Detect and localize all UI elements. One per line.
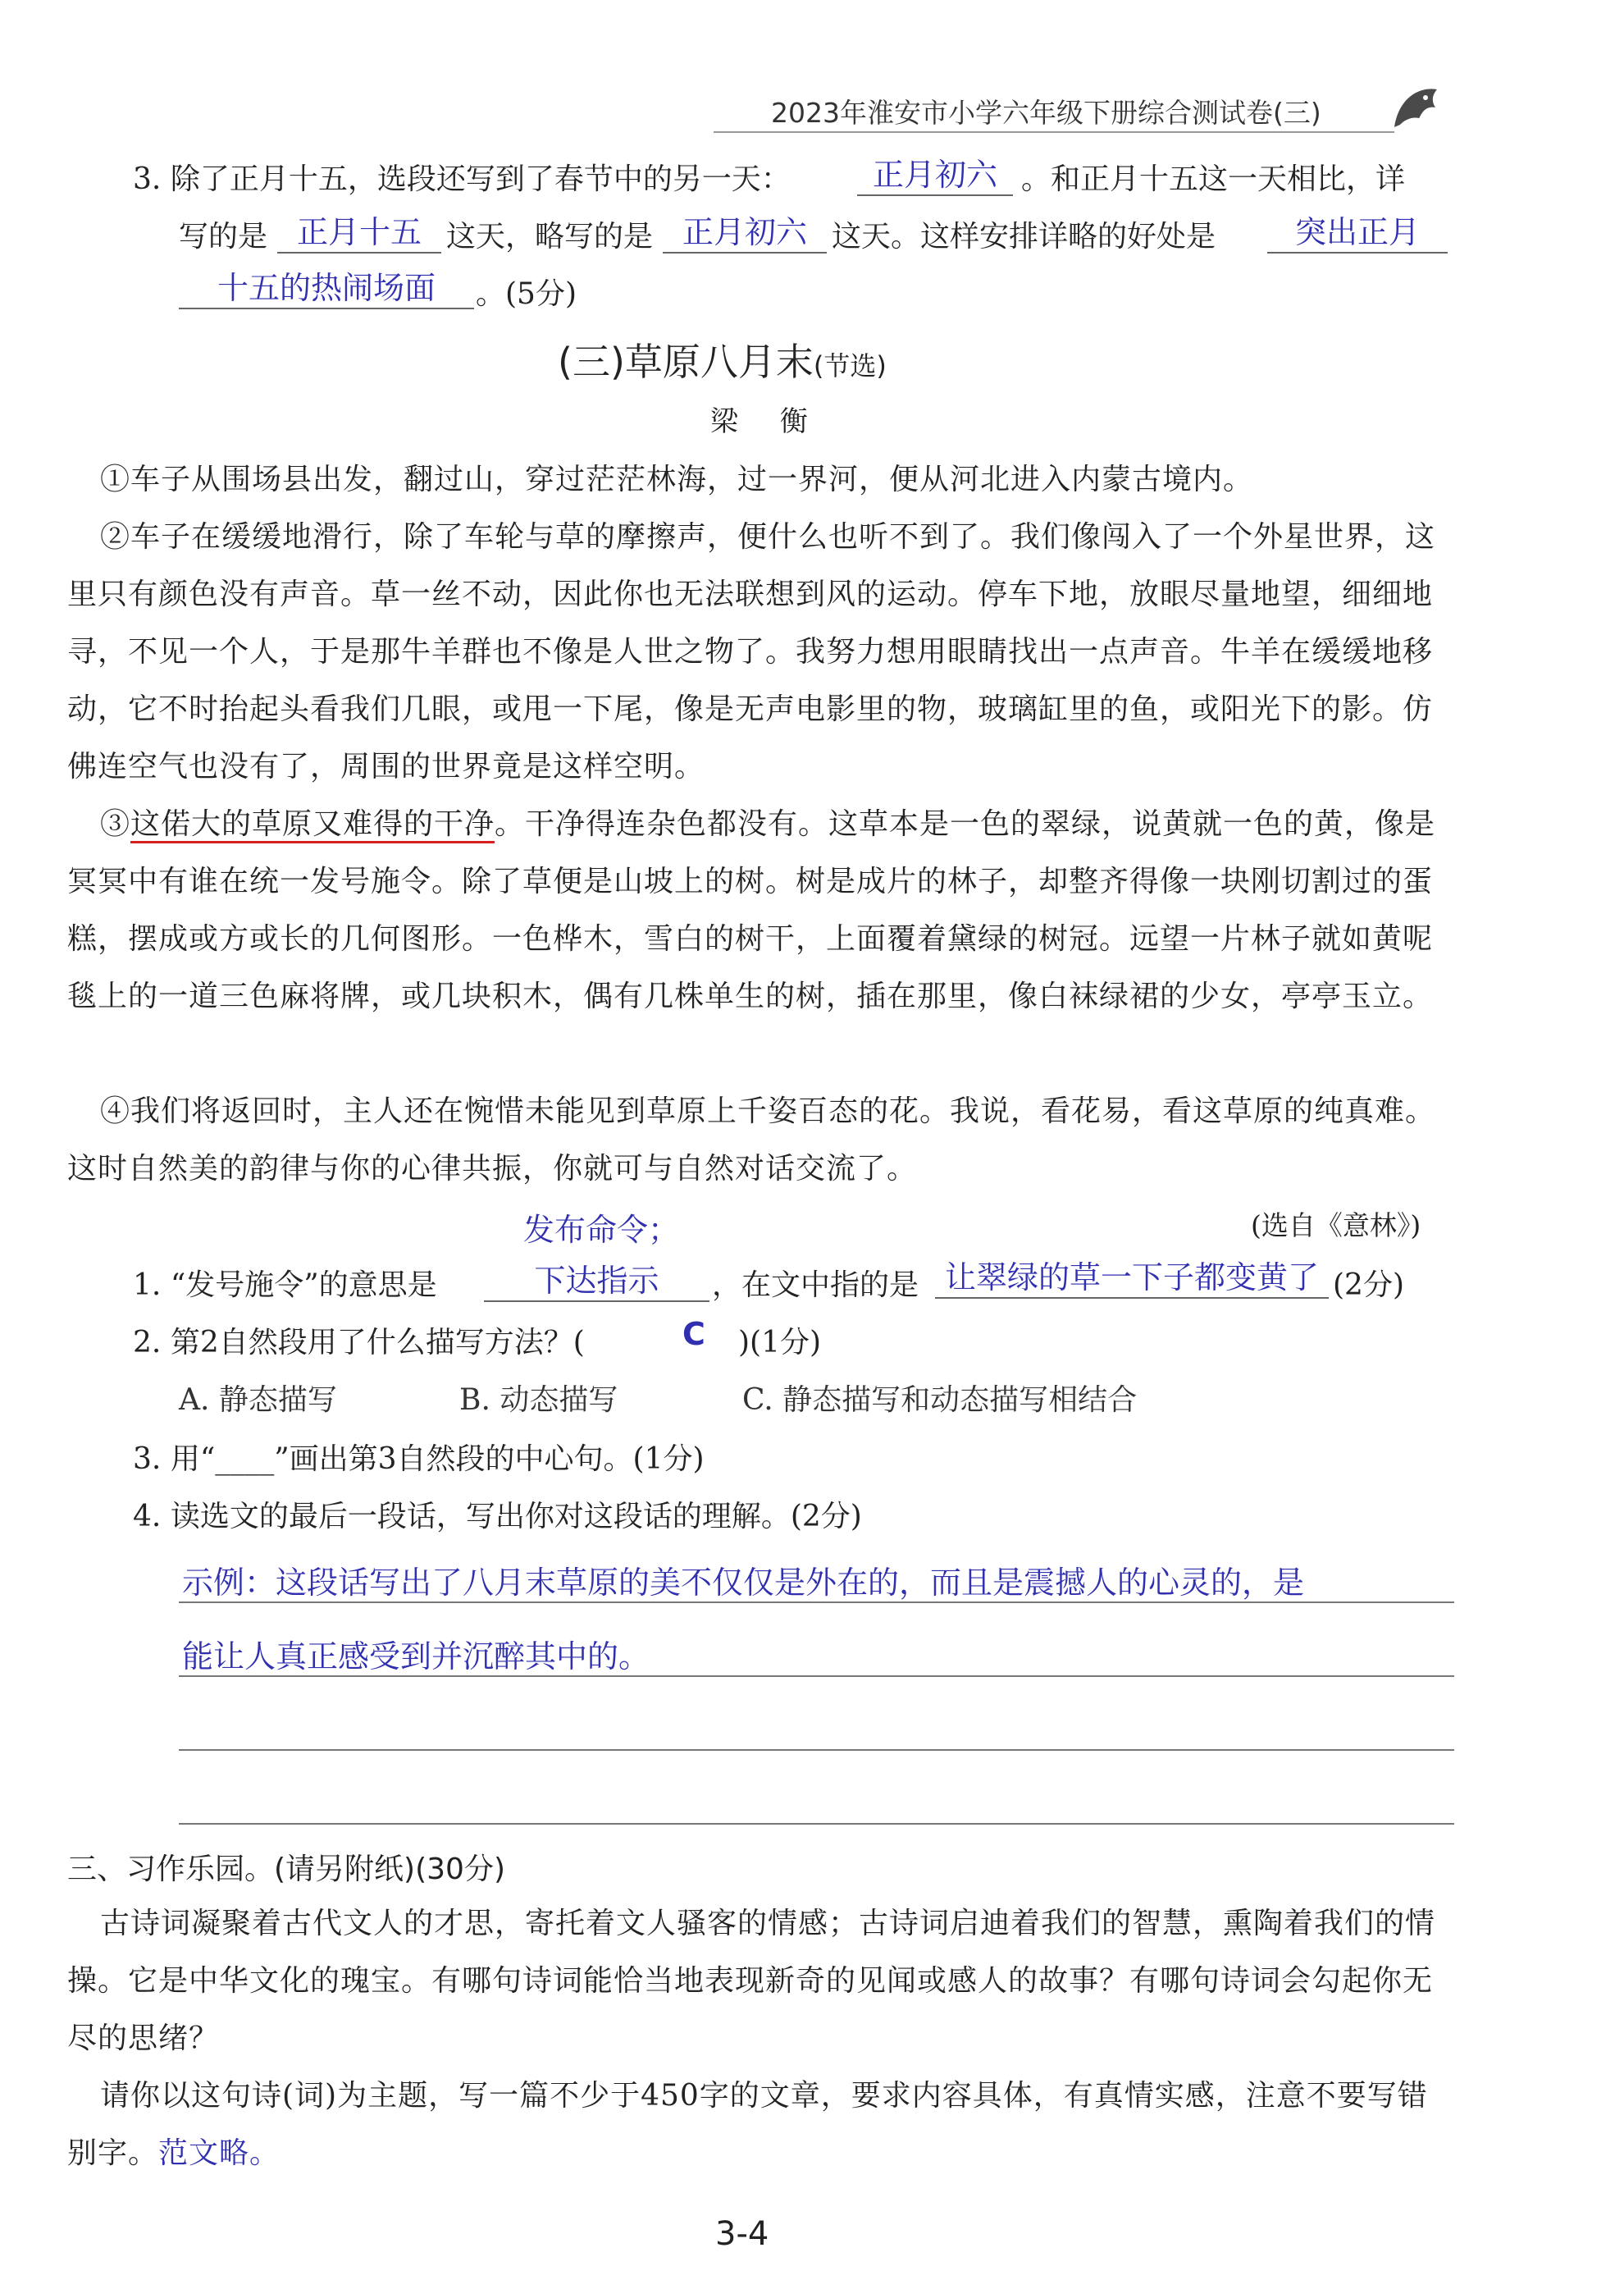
q2-points: )(1分) <box>738 1326 822 1359</box>
q1-answer-meaning[interactable]: 下达指示 <box>484 1255 709 1302</box>
central-sentence[interactable]: 这偌大的草原又难得的干净 <box>130 807 495 843</box>
q2-answer[interactable]: C <box>682 1316 705 1352</box>
answer-line-1 <box>179 1601 1454 1603</box>
dolphin-logo-icon <box>1386 78 1444 139</box>
answer-blank-2[interactable]: 正月十五 <box>277 207 441 254</box>
prev-q3-text3: 写的是 <box>179 220 268 254</box>
q1-text2: ，在文中指的是 <box>712 1268 919 1302</box>
handwritten-note: 发布命令； <box>523 1212 680 1248</box>
q3-line: 3. 用“____”画出第3自然段的中心句。(1分) <box>133 1442 705 1476</box>
answer-blank-4[interactable]: 突出正月 <box>1267 207 1448 254</box>
q2-option-a[interactable]: A. 静态描写 <box>179 1383 337 1417</box>
q4-answer-line1[interactable]: 示例：这段话写出了八月末草原的美不仅仅是外在的，而且是震撼人的心灵的，是 <box>182 1565 1305 1601</box>
q2-option-c[interactable]: C. 静态描写和动态描写相结合 <box>742 1383 1138 1417</box>
q1-answer-context[interactable]: 让翠绿的草一下子都变黄了 <box>935 1252 1329 1299</box>
passage-source: (选自《意林》) <box>1251 1209 1421 1241</box>
paragraph-4: ④我们将返回时，主人还在惋惜未能见到草原上千姿百态的花。我说，看花易，看这草原的纯真难。这时自然美的韵律与你的心律共振，你就可与自然对话交流了。 <box>67 1094 1436 1186</box>
prev-q3-number: 3. <box>133 162 162 196</box>
prev-q3-text1: 除了正月十五，选段还写到了春节中的另一天： <box>170 162 791 196</box>
answer-line-3 <box>179 1749 1454 1751</box>
q4-line: 4. 读选文的最后一段话，写出你对这段话的理解。(2分) <box>133 1500 862 1533</box>
q1-line: 1. “发号施令”的意思是 <box>133 1268 437 1302</box>
q4-answer-line2[interactable]: 能让人真正感受到并沉醉其中的。 <box>182 1638 650 1674</box>
answer-blank-1[interactable]: 正月初六 <box>857 149 1013 196</box>
prev-q3-text5: 这天。这样安排详略的好处是 <box>832 220 1216 254</box>
paragraph-3: ③这偌大的草原又难得的干净。干净得连杂色都没有。这草本是一色的翠绿，说黄就一色的黄，像是冥冥中有谁在统一发号施令。除了草便是山坡上的树。树是成片的林子，却整齐得像一块刚切割过的蛋糕，摆成或方或长的几何图形。一色桦木，雪白的树干，上面覆着黛绿的树冠。远望一片林子就如黄呢毯上的一道三色麻将牌，或几块积木，偶有几株单生的树，插在那里，像白袜绿裙的少女，亭亭玉立。 <box>67 807 1436 1013</box>
q2-line: 2. 第2自然段用了什么描写方法？( <box>133 1326 585 1359</box>
writing-paragraph-2: 请你以这句诗(词)为主题，写一篇不少于450字的文章，要求内容具体，有真情实感，注意不要写错别字。范文略。 <box>67 2079 1428 2170</box>
paragraph-1: ①车子从围场县出发，翻过山，穿过茫茫林海，过一界河，便从河北进入内蒙古境内。 <box>100 463 1254 496</box>
paragraph-2: ②车子在缓缓地滑行，除了车轮与草的摩擦声，便什么也听不到了。我们像闯入了一个外星世界，这里只有颜色没有声音。草一丝不动，因此你也无法联想到风的运动。停车下地，放眼尽量地望，细细地寻，不见一个人，于是那牛羊群也不像是人世之物了。我努力想用眼睛找出一点声音。牛羊在缓缓地移动，它不时抬起头看我们几眼，或甩一下尾，像是无声电影里的物，玻璃缸里的鱼，或阳光下的影。仿佛连空气也没有了，周围的世界竟是这样空明。 <box>67 520 1436 784</box>
writing-section-title: 三、习作乐园。(请另附纸)(30分) <box>67 1853 505 1886</box>
page-number: 3-4 <box>715 2215 769 2253</box>
q1-points: (2分) <box>1333 1268 1404 1302</box>
prev-q3-line1 <box>133 156 791 198</box>
q2-option-b[interactable]: B. 动态描写 <box>459 1383 618 1417</box>
prev-q3-text2: 。和正月十五这一天相比，详 <box>1021 162 1406 196</box>
writing-answer: 范文略。 <box>158 2136 281 2170</box>
header-title: 2023年淮安市小学六年级下册综合测试卷(三) <box>771 97 1321 129</box>
prev-q3-text4: 这天，略写的是 <box>446 220 654 254</box>
answer-blank-3[interactable]: 正月初六 <box>663 207 827 254</box>
header-rule <box>714 131 1394 133</box>
answer-blank-5[interactable]: 十五的热闹场面 <box>179 263 474 309</box>
prev-q3-points: 。(5分) <box>476 277 577 311</box>
author: 梁 衡 <box>710 405 824 438</box>
answer-line-2 <box>179 1675 1454 1677</box>
writing-paragraph-1: 古诗词凝聚着古代文人的才思，寄托着文人骚客的情感；古诗词启迪着我们的智慧，熏陶着我们的情操。它是中华文化的瑰宝。有哪句诗词能恰当地表现新奇的见闻或感人的故事？有哪句诗词会勾起你无尽的思绪？ <box>67 1907 1436 2055</box>
section-title: (三)草原八月末(节选) <box>558 340 887 384</box>
answer-line-4 <box>179 1823 1454 1825</box>
